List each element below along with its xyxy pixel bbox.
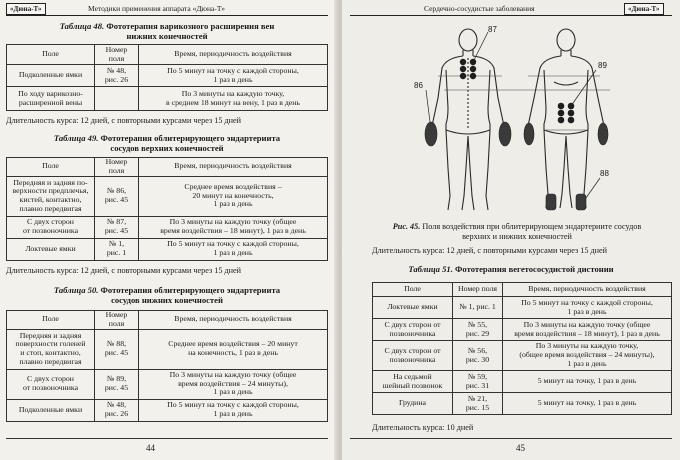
table50-r1-num: № 88, рис. 45: [95, 329, 139, 369]
table50: [6, 310, 328, 422]
table51-r5-time: 5 минут на точку, 1 раз в день: [503, 393, 672, 415]
field-89-spots: [558, 103, 575, 124]
table51: [372, 282, 672, 415]
figure-45-illustration: [342, 18, 680, 218]
left-footer-rule: [6, 438, 328, 439]
table-row: [7, 238, 328, 260]
table50-r3-num: № 48, рис. 26: [95, 399, 139, 421]
table51-header-row: [373, 283, 672, 297]
table-row: [373, 341, 672, 371]
table49-head-time: Время, периодичность воздействия: [139, 158, 328, 177]
table51-r1-time: По 5 минут на точку с каждой стороны, 1 раз в день: [503, 297, 672, 319]
table48-head-time: Время, периодичность воздействия: [139, 45, 328, 65]
table49-head-num: Номер поля: [95, 158, 139, 177]
table51-head-time: Время, периодичность воздействия: [503, 283, 672, 297]
table49-r2-time: По 3 минуты на каждую точку (общее время воздействия – 18 минут), 1 раз в день: [139, 216, 328, 238]
table49-head-field: Поле: [7, 158, 95, 177]
table50-r3-time: По 5 минут на точку с каждой стороны, 1 раз в день: [139, 399, 328, 421]
table-row: [373, 297, 672, 319]
table-row: [7, 87, 328, 111]
label-point-88: 88: [600, 169, 609, 178]
table48-header-row: [7, 45, 328, 65]
table51-head-num: Номер поля: [453, 283, 503, 297]
table51-r2-field: С двух сторон от позвоночника: [373, 319, 453, 341]
table-row: [7, 65, 328, 87]
left-running-header: Методики применения аппарата «Дюна-Т»: [88, 4, 226, 13]
table-row: [7, 216, 328, 238]
table49-r3-field: Локтевые ямки: [7, 238, 95, 260]
left-header-rule: [6, 15, 328, 16]
table48-r1-field: Подколенные ямки: [7, 65, 95, 87]
table50-r3-field: Подколенные ямки: [7, 399, 95, 421]
table51-r5-field: Грудина: [373, 393, 453, 415]
right-page-number: 45: [516, 443, 525, 453]
table49-r3-time: По 5 минут на точку с каждой стороны, 1 раз в день: [139, 238, 328, 260]
table51-r5-num: № 21, рис. 15: [453, 393, 503, 415]
table51-note: Длительность курса: 10 дней: [372, 423, 474, 432]
table49-r1-num: № 86, рис. 45: [95, 176, 139, 216]
table51-r1-field: Локтевые ямки: [373, 297, 453, 319]
table51-r3-field: С двух сторон от позвоночника: [373, 341, 453, 371]
table51-r2-num: № 55, рис. 29: [453, 319, 503, 341]
table-row: [7, 176, 328, 216]
left-page-number: 44: [146, 443, 155, 453]
table50-r2-time: По 3 минуты на каждую точку (общее время воздействия – 24 минуты), 1 раз в день: [139, 369, 328, 399]
table-row: [7, 329, 328, 369]
right-header-rule: [350, 15, 672, 16]
table48-caption: Таблица 48. Фототерапия варикозного расширения вен нижних конечностей: [59, 21, 275, 41]
table49-r3-num: № 1, рис. 1: [95, 238, 139, 260]
table51-r3-num: № 56, рис. 30: [453, 341, 503, 371]
table50-header-row: [7, 311, 328, 330]
table50-head-field: Поле: [7, 311, 95, 330]
table50-caption: Таблица 50. Фототерапия облитерирующего эндартериита сосудов нижних конечностей: [53, 285, 281, 305]
table51-r4-field: На седьмой шейный позвонок: [373, 371, 453, 393]
right-footer-rule: [350, 438, 672, 439]
left-header-tag: «Дюна-Т»: [6, 3, 46, 15]
table48-head-num: Номер поля: [95, 45, 139, 65]
right-page: [342, 0, 680, 460]
table-row: [7, 369, 328, 399]
table51-r4-num: № 59, рис. 31: [453, 371, 503, 393]
table50-r2-num: № 89, рис. 45: [95, 369, 139, 399]
table-row: [7, 399, 328, 421]
table49-note: Длительность курса: 12 дней, с повторными курсами через 15 дней: [6, 266, 242, 275]
field-86-hand-patches: [425, 122, 608, 146]
table49-r1-field: Передняя и задняя по- верхности предплечья, кистей, контактно, плавно передвигая: [7, 176, 95, 216]
figure-45-caption: Рис. 45. Поля воздействия при облитерирующем эндартериите сосудов верхних и нижних конечностей: [392, 222, 642, 241]
table48-note: Длительность курса: 12 дней, с повторными курсами через 15 дней: [6, 116, 242, 125]
table48-r1-num: № 48, рис. 26: [95, 65, 139, 87]
figure-45-note: Длительность курса: 12 дней, с повторными курсами через 15 дней: [372, 246, 608, 255]
field-88-leg-patches: [546, 194, 586, 210]
table48: [6, 44, 328, 111]
table51-r3-time: По 3 минуты на каждую точку, (общее время воздействия – 24 минуты), 1 раз в день: [503, 341, 672, 371]
table49-caption: Таблица 49. Фототерапия облитерирующего эндартериита сосудов верхних конечностей: [53, 133, 281, 153]
right-header-tag: «Дюна-Т»: [624, 3, 664, 15]
table51-caption: Таблица 51. Фототерапия вегетососудистой дистонии: [408, 264, 614, 274]
table-row: [373, 319, 672, 341]
table50-r1-time: Среднее время воздействия – 20 минут на конечность, 1 раз в день: [139, 329, 328, 369]
left-page: [0, 0, 338, 460]
table49-r2-field: С двух сторон от позвоночника: [7, 216, 95, 238]
table-row: [373, 371, 672, 393]
table49-r2-num: № 87, рис. 45: [95, 216, 139, 238]
label-point-86: 86: [414, 81, 423, 90]
table48-r2-field: По ходу варикозно- расширенной вены: [7, 87, 95, 111]
table-row: [373, 393, 672, 415]
table49-header-row: [7, 158, 328, 177]
table50-r2-field: С двух сторон от позвоночника: [7, 369, 95, 399]
table51-r2-time: По 3 минуты на каждую точку (общее время воздействия – 18 минут), 1 раз в день: [503, 319, 672, 341]
table51-r4-time: 5 минут на точку, 1 раз в день: [503, 371, 672, 393]
back-view-figure: [431, 29, 504, 210]
front-view-figure: [527, 29, 604, 208]
label-point-89: 89: [598, 61, 607, 70]
table50-r1-field: Передняя и задняя поверхности голеней и стоп, контактно, плавно передвигая: [7, 329, 95, 369]
table50-head-num: Номер поля: [95, 311, 139, 330]
table48-r2-time: По 3 минуты на каждую точку, в среднем 18 минут на вену, 1 раз в день: [139, 87, 328, 111]
table48-r1-time: По 5 минут на точку с каждой стороны, 1 раз в день: [139, 65, 328, 87]
right-running-header: Сердечно-сосудистые заболевания: [424, 4, 535, 13]
table48-head-field: Поле: [7, 45, 95, 65]
table49-r1-time: Среднее время воздействия – 20 минут на конечность, 1 раз в день: [139, 176, 328, 216]
table51-head-field: Поле: [373, 283, 453, 297]
label-point-87: 87: [488, 25, 497, 34]
table49: [6, 157, 328, 261]
table50-head-time: Время, периодичность воздействия: [139, 311, 328, 330]
table48-r2-num: [95, 87, 139, 111]
table51-r1-num: № 1, рис. 1: [453, 297, 503, 319]
